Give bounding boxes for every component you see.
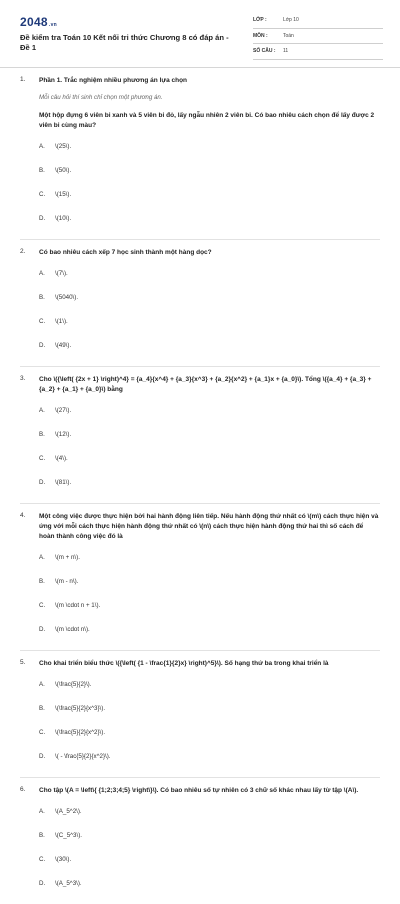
option-letter: A. [39, 143, 45, 150]
option-letter: C. [39, 729, 46, 736]
section-instruction: Mỗi câu hỏi thí sinh chỉ chọn một phương án. [39, 94, 163, 101]
option-text: \(50\). [55, 167, 72, 174]
question-number: 5. [20, 659, 26, 666]
option-a[interactable] [39, 143, 212, 167]
option-text: \(4\). [55, 455, 68, 462]
option-b[interactable] [39, 294, 212, 318]
option-a[interactable] [39, 270, 212, 294]
page-header [0, 0, 400, 62]
exam-body [0, 76, 400, 904]
option-text: \(1\). [55, 318, 68, 325]
option-text: \( - \frac{5}{2}{x^2}\). [55, 753, 111, 760]
section-number: 1. [20, 76, 26, 83]
option-c[interactable] [39, 729, 212, 753]
option-text: \(A_5^3\). [55, 880, 82, 887]
option-text: \(25\). [55, 143, 72, 150]
option-c[interactable] [39, 455, 212, 479]
option-text: \(81\). [55, 479, 72, 486]
site-logo[interactable] [20, 15, 57, 29]
question-number: 6. [20, 786, 26, 793]
option-letter: C. [39, 191, 46, 198]
option-d[interactable] [39, 626, 212, 650]
options [39, 143, 380, 239]
option-letter: D. [39, 626, 46, 633]
question-6 [0, 778, 400, 904]
question-text: Một hộp đựng 6 viên bi xanh và 5 viên bi đỏ, lấy ngẫu nhiên 2 viên bi. Có bao nhiêu cách chọn để lấy được 2 viên bi cùng màu? [39, 112, 375, 129]
question-2 [0, 240, 400, 366]
options [39, 407, 380, 503]
option-letter: C. [39, 602, 46, 609]
option-letter: D. [39, 479, 46, 486]
option-letter: D. [39, 880, 46, 887]
option-text: \(27\). [55, 407, 72, 414]
option-b[interactable] [39, 431, 212, 455]
option-text: \(m + n\). [55, 554, 80, 561]
option-text: \(30\). [55, 856, 72, 863]
option-letter: C. [39, 455, 46, 462]
info-row-subject [253, 29, 383, 45]
option-b[interactable] [39, 832, 212, 856]
option-text: \(m - n\). [55, 578, 79, 585]
header-divider [0, 67, 400, 68]
question-number: 2. [20, 248, 26, 255]
info-row-question-count [253, 44, 383, 60]
document-title: Đề kiểm tra Toán 10 Kết nối tri thức Chương 8 có đáp án - Đề 1 [20, 33, 229, 52]
section-title: Phần 1. Trắc nghiệm nhiều phương án lựa chọn [39, 77, 188, 84]
option-d[interactable] [39, 479, 212, 503]
question-4 [0, 504, 400, 650]
option-letter: C. [39, 856, 46, 863]
option-text: \(49\). [55, 342, 72, 349]
option-letter: A. [39, 681, 45, 688]
option-letter: B. [39, 705, 45, 712]
options [39, 554, 380, 650]
option-c[interactable] [39, 191, 212, 215]
option-letter: B. [39, 431, 45, 438]
option-a[interactable] [39, 407, 212, 431]
option-d[interactable] [39, 342, 212, 366]
option-a[interactable] [39, 681, 212, 705]
question-text: Một công việc được thực hiện bởi hai hành động liên tiếp. Nếu hành động thứ nhất có \(m\) cách thực hiện và ứng với mỗi cách thực hiện hành động thứ nhất có \(n\) cách thực hiện hành động thứ hai thì số cách để hoàn thành công việc đó là [39, 513, 379, 540]
info-value: Toán [283, 32, 294, 39]
info-table [253, 13, 383, 60]
option-letter: A. [39, 554, 45, 561]
option-b[interactable] [39, 167, 212, 191]
option-c[interactable] [39, 856, 212, 880]
option-text: \(10\). [55, 215, 72, 222]
option-letter: A. [39, 270, 45, 277]
info-row-class [253, 13, 383, 29]
option-text: \(C_5^3\). [55, 832, 82, 839]
info-value: Lớp 10 [283, 17, 299, 24]
option-text: \(15\). [55, 191, 72, 198]
logo-suffix: .vn [48, 22, 58, 28]
option-d[interactable] [39, 215, 212, 239]
question-text: Cho \({\left( {2x + 1} \right)^4} = {a_4}{x^4} + {a_3}{x^3} + {a_2}{x^2} + {a_1}x + {a_0}\). Tổng \({a_4} + {a_3} + {a_2} + {a_1} + {a_0}\) bằng [39, 376, 372, 393]
option-b[interactable] [39, 705, 212, 729]
option-text: \(m \cdot n + 1\). [55, 602, 101, 609]
option-letter: A. [39, 407, 45, 414]
option-letter: B. [39, 578, 45, 585]
option-letter: B. [39, 167, 45, 174]
option-letter: D. [39, 342, 46, 349]
option-text: \(\frac{5}{2}{x^3}\). [55, 705, 106, 712]
question-number: 3. [20, 375, 26, 382]
question-3 [0, 367, 400, 503]
option-d[interactable] [39, 753, 212, 777]
info-value: 11 [283, 48, 289, 55]
options [39, 808, 380, 904]
option-d[interactable] [39, 880, 212, 904]
option-text: \(5040\). [55, 294, 79, 301]
question-1 [0, 76, 400, 239]
option-letter: A. [39, 808, 45, 815]
option-text: \(\frac{5}{2}{x^2}\). [55, 729, 106, 736]
question-5 [0, 651, 400, 777]
question-text: Có bao nhiêu cách xếp 7 học sinh thành một hàng dọc? [39, 249, 212, 256]
option-text: \(7\). [55, 270, 68, 277]
info-key: LỚP : [253, 17, 267, 24]
question-text: Cho tập \(A = \left\{ {1;2;3;4;5} \right\}\). Có bao nhiêu số tự nhiên có 3 chữ số khác nhau lấy từ tập \(A\). [39, 787, 359, 794]
option-a[interactable] [39, 808, 212, 832]
question-number: 4. [20, 512, 26, 519]
question-text: Cho khai triển biểu thức \({\left( {1 - \frac{1}{2}x} \right)^5}\). Số hạng thứ ba trong khai triển là [39, 660, 329, 667]
option-text: \(12\). [55, 431, 72, 438]
option-c[interactable] [39, 318, 212, 342]
option-letter: B. [39, 832, 45, 839]
option-letter: B. [39, 294, 45, 301]
option-text: \(m \cdot n\). [55, 626, 90, 633]
option-c[interactable] [39, 602, 212, 626]
info-key: MÔN : [253, 32, 268, 39]
option-text: \(A_5^2\). [55, 808, 82, 815]
option-letter: D. [39, 753, 46, 760]
option-letter: D. [39, 215, 46, 222]
option-b[interactable] [39, 578, 212, 602]
option-a[interactable] [39, 554, 212, 578]
option-letter: C. [39, 318, 46, 325]
logo-text: 2048 [20, 15, 48, 29]
options [39, 681, 380, 777]
option-text: \(\frac{5}{2}\). [55, 681, 92, 688]
options [39, 270, 380, 366]
info-key: SỐ CÂU : [253, 48, 276, 55]
